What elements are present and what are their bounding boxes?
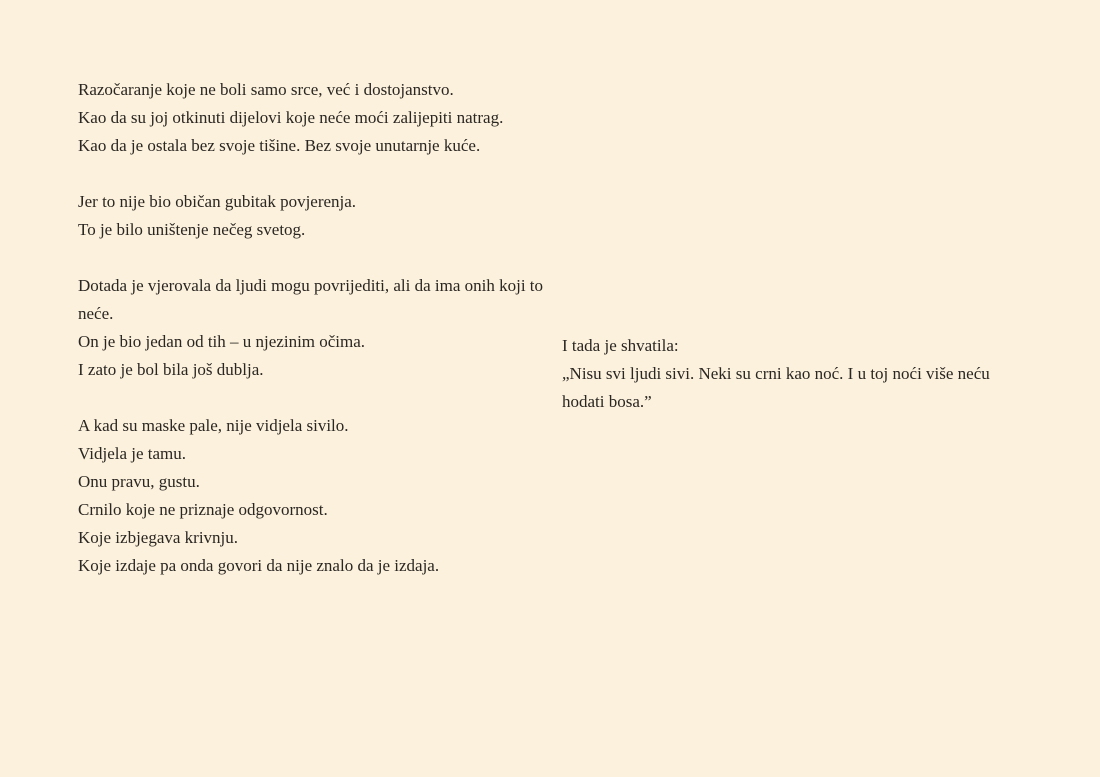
stanza-4 [78, 412, 548, 580]
text-line: Koje izbjegava krivnju. [78, 528, 239, 547]
stanza-1 [78, 76, 548, 160]
text-line: A kad su maske pale, nije vidjela sivilo. [78, 416, 349, 435]
text-line: On je bio jedan od tih – u njezinim očima. [78, 332, 366, 351]
text-line: I tada je shvatila: [562, 336, 679, 355]
text-line: Razočaranje koje ne boli samo srce, već i dostojanstvo. [78, 80, 454, 99]
stanza-3 [78, 272, 548, 384]
stanza-closing [562, 332, 1032, 416]
text-line: Vidjela je tamu. [78, 444, 187, 463]
text-line: To je bilo uništenje nečeg svetog. [78, 220, 306, 239]
text-line: Dotada je vjerovala da ljudi mogu povrijediti, ali da ima onih koji to neće. [78, 276, 544, 323]
text-line: Jer to nije bio običan gubitak povjerenja. [78, 192, 357, 211]
text-line: Kao da je ostala bez svoje tišine. Bez svoje unutarnje kuće. [78, 136, 481, 155]
text-line: Onu pravu, gustu. [78, 472, 200, 491]
stanza-2 [78, 188, 548, 244]
text-line: Crnilo koje ne priznaje odgovornost. [78, 500, 328, 519]
text-line: Kao da su joj otkinuti dijelovi koje neće moći zalijepiti natrag. [78, 108, 504, 127]
right-text-column [562, 332, 1032, 416]
text-line: Koje izdaje pa onda govori da nije znalo da je izdaja. [78, 556, 440, 575]
left-text-column [78, 76, 548, 580]
quote-line: „Nisu svi ljudi sivi. Neki su crni kao noć. I u toj noći više neću hodati bosa.” [562, 364, 990, 411]
text-line: I zato je bol bila još dublja. [78, 360, 264, 379]
